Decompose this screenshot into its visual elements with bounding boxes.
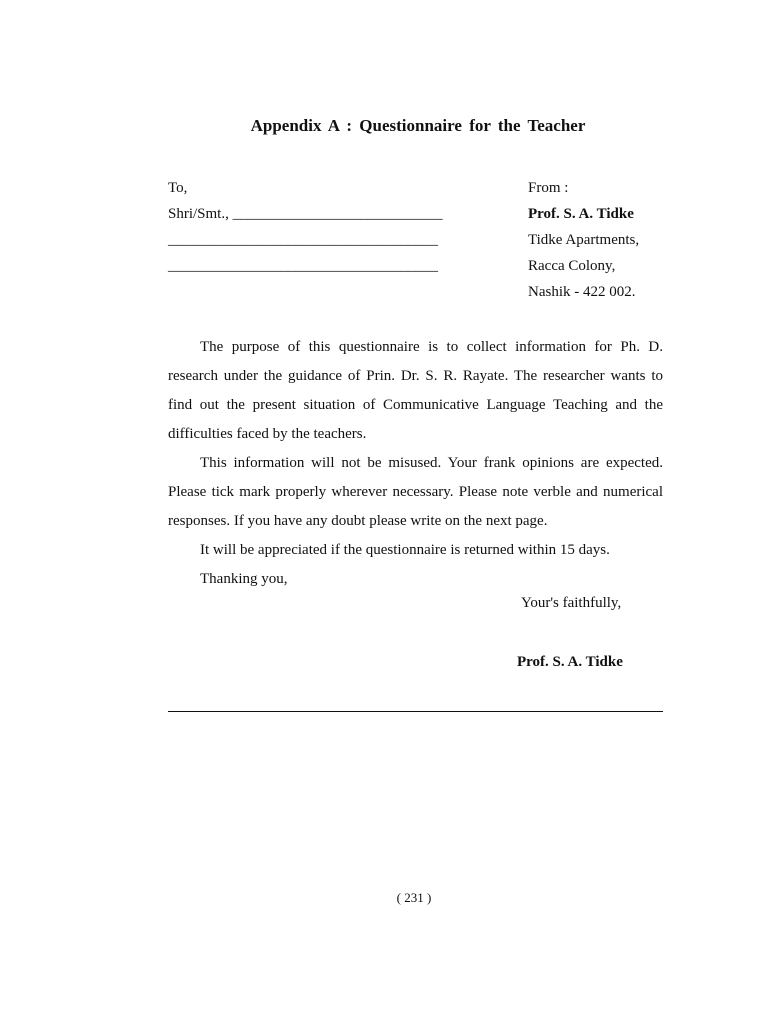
sender-address-line: Racca Colony, — [528, 258, 616, 274]
sender-address-line: Tidke Apartments, — [528, 232, 640, 248]
sender-address-block — [528, 175, 639, 305]
body-paragraph: Thanking you, — [200, 571, 288, 587]
letter-body — [168, 333, 663, 594]
recipient-address-block — [168, 175, 443, 279]
body-paragraph: It will be appreciated if the questionnaire is returned within 15 days. — [200, 542, 610, 558]
recipient-salutation: To, — [168, 180, 188, 196]
recipient-name-line: Shri/Smt., ____________________________ — [168, 206, 443, 222]
sender-name: Prof. S. A. Tidke — [528, 206, 634, 222]
page-number: ( 231 ) — [396, 890, 432, 905]
sender-label: From : — [528, 180, 569, 196]
body-paragraph: This information will not be misused. Your frank opinions are expected. Please tick mark properly wherever necessary. Please note verble and numerical responses. If you have any doubt please write on the next page. — [168, 455, 663, 529]
sender-address-line: Nashik - 422 002. — [528, 284, 636, 300]
body-paragraph: The purpose of this questionnaire is to collect information for Ph. D. research under the guidance of Prin. Dr. S. R. Rayate. The researcher wants to find out the present situation of Communicative Language Teaching and the difficulties faced by the teachers. — [168, 339, 663, 442]
divider — [168, 711, 663, 712]
page-title: Appendix A : Questionnaire for the Teacher — [250, 116, 586, 135]
recipient-address-line: ____________________________________ — [168, 232, 438, 248]
letter-closing: Your's faithfully, — [521, 595, 622, 611]
recipient-address-line: ____________________________________ — [168, 258, 438, 274]
letter-signature: Prof. S. A. Tidke — [517, 654, 623, 670]
